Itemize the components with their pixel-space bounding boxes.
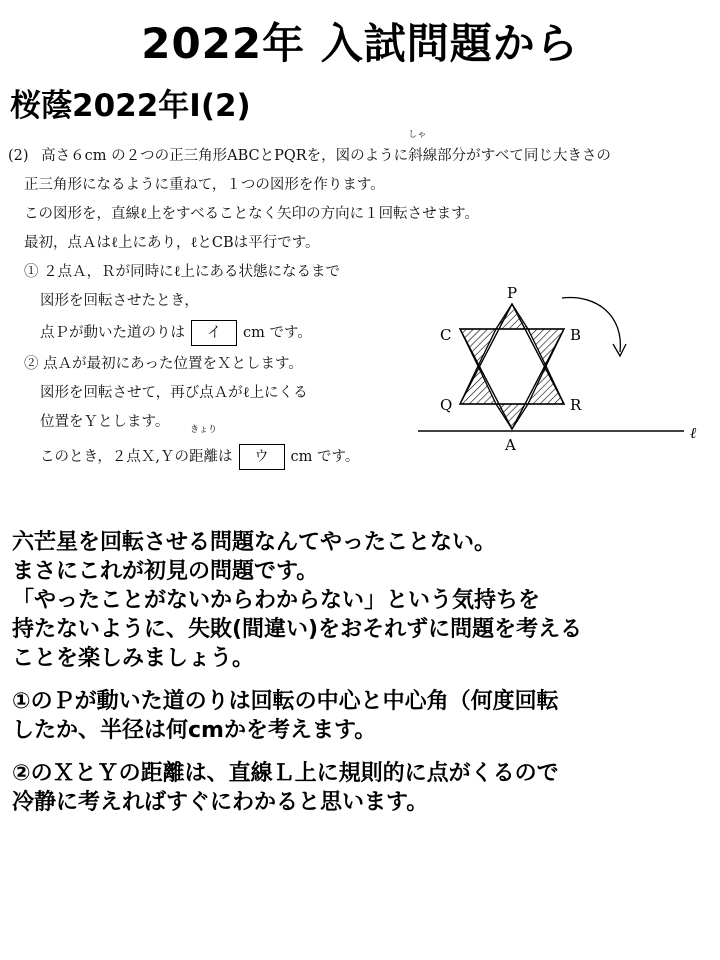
problem-text: 線部分がすべて同じ大きさの xyxy=(422,148,611,164)
commentary-line: 冷静に考えればすぐにわかると思います。 xyxy=(12,790,429,815)
problem-line-2: 正三角形になるように重ねて，１つの図形を作ります。 xyxy=(24,177,385,193)
label-a: A xyxy=(505,436,516,454)
problem-line-1 xyxy=(8,130,713,171)
label-l: ℓ xyxy=(690,424,697,442)
label-q: Q xyxy=(440,396,453,414)
commentary-line: したか、半径は何cmかを考えます。 xyxy=(12,718,377,743)
commentary-line: 持たないように、失敗(間違い)をおそれずに問題を考える xyxy=(12,617,583,642)
ruby-word-kyori: きょり 距離 xyxy=(189,425,219,465)
question-1-line-2: 図形を回転させたとき， xyxy=(40,293,199,309)
commentary-line: 六芒星を回転させる問題なんてやったことない。 xyxy=(12,530,497,555)
label-b: B xyxy=(570,326,582,344)
label-c: C xyxy=(440,326,452,344)
label-r: R xyxy=(570,396,582,414)
commentary-line: ことを楽しみましょう。 xyxy=(12,646,255,671)
page-title: 2022年 入試問題から xyxy=(141,19,579,68)
ruby-word-sha: しゃ 斜 xyxy=(408,130,427,164)
hatched-tip-upper-left xyxy=(460,329,496,366)
question-2-line-3: 位置をＹとします。 xyxy=(40,414,170,430)
answer-box-i: イ xyxy=(191,320,237,346)
answer-box-u: ウ xyxy=(239,444,285,470)
problem-line-3: この図形を，直線ℓ上をすべることなく矢印の方向に１回転させます。 xyxy=(24,206,479,222)
hatched-tip-lower-left xyxy=(460,366,496,404)
problem-source-heading: 桜蔭2022年Ⅰ(2) xyxy=(10,88,251,124)
commentary xyxy=(12,528,712,817)
question-2-line-4: このとき，２点Ｘ,Ｙの きょり 距離は ウ cm です。 xyxy=(8,437,713,477)
hexagram-figure xyxy=(412,284,712,454)
question-1-line-1: ① ２点Ａ，Ｒが同時にℓ上にある状態になるまで xyxy=(24,264,341,280)
question-1-line-3: 点Ｐが動いた道のりは イ cm です。 xyxy=(8,316,713,350)
problem-line-4: 最初，点Ａはℓ上にあり，ℓとCBは平行です。 xyxy=(24,235,320,251)
hatched-tip-lower-right xyxy=(528,366,564,404)
question-2-line-2: 図形を回転させて，再び点Ａがℓ上にくる xyxy=(40,385,308,401)
problem-number: (2) xyxy=(8,148,29,164)
commentary-line: 「やったことがないからわからない」という気持ちを xyxy=(12,588,541,613)
problem-text: 高さ６cm の２つの正三角形ABCとPQRを，図のように xyxy=(41,148,409,164)
label-p: P xyxy=(507,284,518,302)
commentary-line: ②のＸとＹの距離は、直線Ｌ上に規則的に点がくるので xyxy=(12,761,559,786)
ruby-reading-sha: しゃ xyxy=(408,130,427,140)
commentary-line: まさにこれが初見の問題です。 xyxy=(12,559,319,584)
question-2-line-1: ② 点Ａが最初にあった位置をＸとします。 xyxy=(24,356,303,372)
commentary-line: ①のＰが動いた道のりは回転の中心と中心角（何度回転 xyxy=(12,689,559,714)
hatched-tip-upper-right xyxy=(528,329,564,366)
ruby-reading-kyori: きょり xyxy=(190,425,218,435)
